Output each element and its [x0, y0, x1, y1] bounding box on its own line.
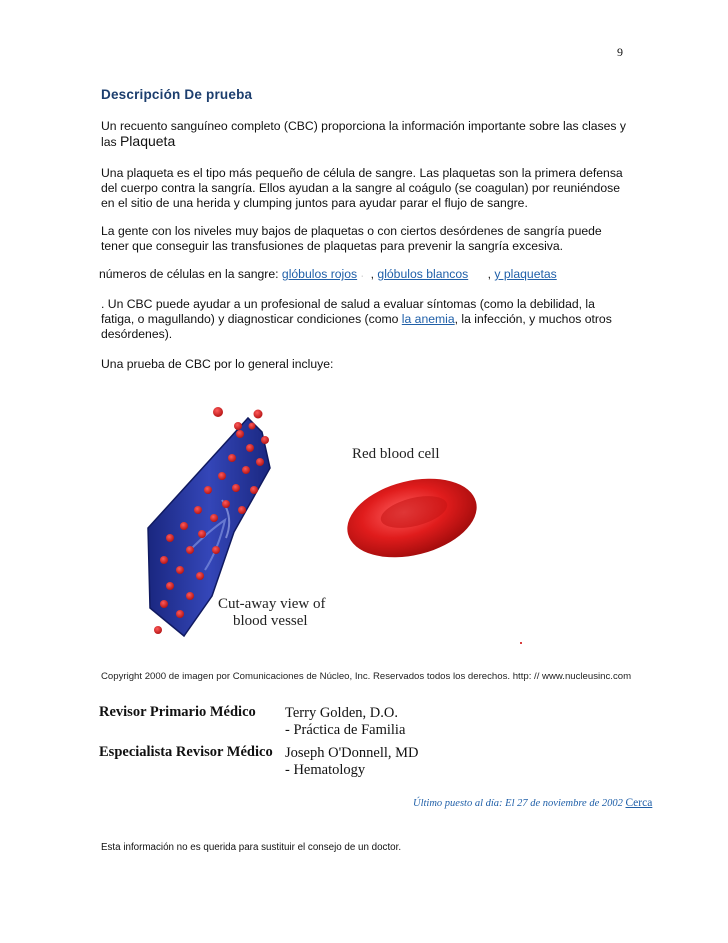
intro-line2-prefix: las	[101, 135, 120, 149]
last-updated	[413, 797, 652, 809]
last-updated-text: Último puesto al día: El 27 de noviembre de 2002	[413, 798, 626, 809]
page-number: 9	[617, 45, 623, 59]
intro-paragraph	[101, 119, 631, 150]
cbc-includes-line: Una prueba de CBC por lo general incluye:	[101, 357, 334, 371]
specialist-reviewer-specialty: - Hematology	[285, 762, 366, 778]
specialist-reviewer-name: Joseph O'Donnell, MD	[285, 745, 419, 761]
disclaimer: Esta información no es querida para sustituir el consejo de un doctor.	[101, 842, 402, 853]
image-copyright: Copyright 2000 de imagen por Comunicaciones de Núcleo, Inc. Reservados todos los derechos. http: // www.nucleusinc.com	[101, 671, 632, 682]
cell-counts-prefix: números de células en la sangre:	[99, 267, 282, 281]
vessel-label-line2: blood vessel	[233, 613, 308, 629]
intro-line1: Un recuento sanguíneo completo (CBC) proporciona la información importante sobre las clases y	[101, 119, 627, 133]
primary-reviewer-specialty: - Práctica de Familia	[285, 722, 406, 738]
anemia-link[interactable]: la anemia	[401, 312, 455, 326]
platelet-term: Plaqueta	[119, 133, 176, 149]
cbc-purpose-part1: . Un CBC puede ayudar a un profesional de salud a evaluar síntomas (como la debilidad, la fatiga, o magullando) y diagnosticar condiciones (como	[101, 297, 595, 326]
separator-2: ,	[484, 267, 495, 281]
platelets-link[interactable]: y plaquetas	[494, 267, 557, 281]
close-link[interactable]: Cerca	[625, 797, 653, 809]
transfusion-paragraph: La gente con los niveles muy bajos de plaquetas o con ciertos desórdenes de sangría puede tener que conseguir las transfusiones de plaquetas para prevenir la sangría excesiva.	[101, 224, 602, 253]
blood-vessel-illustration	[130, 400, 550, 645]
cbc-purpose-paragraph	[101, 297, 631, 342]
cbc-purpose-part2: , la infección, y muchos otros desórdenes).	[101, 312, 612, 341]
platelet-description: Una plaqueta es el tipo más pequeño de célula de sangre. Las plaquetas son la primera defensa del cuerpo contra la sangría. Ellos ayudan a la sangre al coágulo (se coagulan) por reuniéndose en el sitio de una herida y clumping juntos para ayudar parar el flujo de sangre.	[101, 166, 623, 210]
primary-reviewer-label: Revisor Primario Médico	[99, 704, 256, 720]
white-cells-link[interactable]: glóbulos blancos	[377, 267, 469, 281]
primary-reviewer-name: Terry Golden, D.O.	[285, 705, 398, 721]
stray-mark	[520, 642, 522, 644]
section-title: Descripción De prueba	[101, 87, 253, 102]
red-cells-link[interactable]: glóbulos rojos	[281, 267, 358, 281]
specialist-reviewer-label: Especialista Revisor Médico	[99, 744, 273, 760]
vessel-label-line1: Cut-away view of	[218, 596, 326, 612]
separator-1: ,	[367, 267, 378, 281]
red-blood-cell-label: Red blood cell	[352, 446, 440, 462]
cell-counts-line: números de células en la sangre: glóbulos rojos · , glóbulos blancos , y plaquetas	[99, 267, 557, 281]
